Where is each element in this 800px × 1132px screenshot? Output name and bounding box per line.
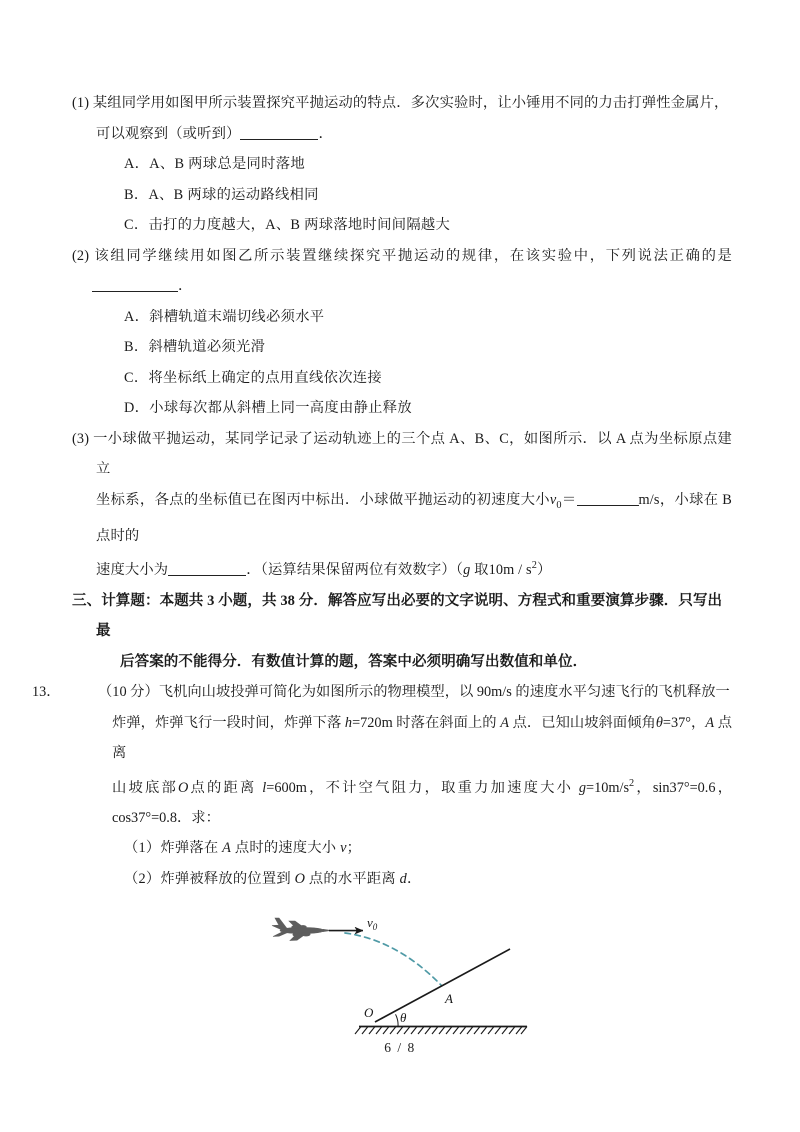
label-v0-main: v bbox=[367, 915, 373, 931]
answer-blank-q3-vb[interactable] bbox=[168, 575, 246, 576]
subitem-label: （2） bbox=[124, 870, 161, 887]
question-3-line-2-unit: m/s，小球在 B 点时的 bbox=[96, 491, 732, 544]
problem-13-subitem-2 bbox=[72, 864, 732, 895]
trajectory-curve bbox=[345, 933, 441, 985]
angle-arc bbox=[396, 1015, 399, 1027]
option-text: A、B 两球总是同时落地 bbox=[149, 156, 305, 172]
symbol-g: g bbox=[463, 562, 471, 579]
subitem-text-c: ； bbox=[346, 840, 362, 857]
p13-l2-c: 点．已知山坡斜面倾角 bbox=[508, 714, 656, 731]
option-q1-c[interactable] bbox=[72, 210, 732, 241]
calculation-section-heading bbox=[72, 586, 732, 678]
option-label: D． bbox=[124, 400, 150, 416]
question-1-line-2 bbox=[72, 119, 732, 150]
question-3-line-3-a: 速度大小为 bbox=[96, 562, 169, 579]
symbol-O: O bbox=[178, 779, 189, 796]
answer-blank-q3-v0[interactable] bbox=[577, 505, 639, 506]
heading-line-1: 三、计算题：本题共 3 小题，共 38 分．解答应写出必要的文字说明、方程式和重要演算步骤．只写出最 bbox=[72, 592, 723, 640]
symbol-g-2: g bbox=[578, 779, 586, 796]
figure-container bbox=[72, 908, 732, 1048]
option-label: B． bbox=[124, 339, 149, 355]
option-label: A． bbox=[124, 156, 150, 172]
question-1-line-2-prefix: 可以观察到（或听到） bbox=[96, 125, 241, 142]
option-text: 斜槽轨道末端切线必须水平 bbox=[149, 308, 325, 325]
symbol-O-sub2: O bbox=[294, 870, 306, 887]
question-3-line-3-c: 取10m / s bbox=[470, 562, 532, 579]
question-2-suffix: ． bbox=[178, 278, 193, 294]
label-point-A: A bbox=[445, 991, 453, 1007]
symbol-theta: θ bbox=[655, 714, 663, 731]
option-q1-a[interactable] bbox=[72, 149, 732, 180]
question-3-line-3 bbox=[72, 551, 732, 585]
option-q2-c[interactable] bbox=[72, 363, 732, 394]
symbol-A-2: A bbox=[705, 714, 715, 731]
option-text: 小球每次都从斜槽上同一高度由静止释放 bbox=[149, 400, 412, 416]
label-v0-subscript: 0 bbox=[372, 922, 378, 933]
option-label: A． bbox=[124, 308, 150, 325]
p13-l2-b: =720m 时落在斜面上的 bbox=[352, 714, 501, 731]
page-footer: 6 / 8 bbox=[384, 1040, 416, 1055]
problem-13-text-1: （10 分）飞机向山坡投弹可简化为如图所示的物理模型，以 90m/s 的速度水平匀速飞行的飞机释放一 bbox=[98, 684, 730, 701]
option-text: 将坐标纸上确定的点用直线依次连接 bbox=[148, 369, 382, 386]
p13-l3-d: =10m/s bbox=[586, 779, 630, 796]
question-3-line-2 bbox=[72, 485, 732, 552]
symbol-l: l bbox=[262, 779, 267, 796]
option-q2-d[interactable] bbox=[72, 393, 732, 424]
symbol-A-sub1: A bbox=[222, 840, 232, 857]
problem-13-subitem-1 bbox=[72, 833, 732, 864]
symbol-A: A bbox=[500, 714, 509, 731]
symbol-v0: v bbox=[549, 491, 557, 508]
question-3-line-3-b: ．（运算结果保留两位有效数字）（ bbox=[246, 562, 464, 579]
subitem-text-b: 点的水平距离 bbox=[305, 870, 400, 887]
question-1-line-1: (1) 某组同学用如图甲所示装置探究平抛运动的特点．多次实验时，让小锤用不同的力击打弹性金属片， bbox=[72, 95, 729, 111]
label-angle-theta: θ bbox=[400, 1010, 407, 1026]
symbol-v-sub1: v bbox=[340, 840, 347, 857]
question-3-line-1: (3) 一小球做平抛运动，某同学记录了运动轨迹上的三个点 A、B、C，如图所示．以 A 点为坐标原点建立 bbox=[72, 430, 732, 477]
label-v0 bbox=[367, 915, 378, 932]
p13-l3-c: =600m，不计空气阻力，取重力加速度大小 bbox=[266, 779, 579, 796]
option-text: 击打的力度越大，A、B 两球落地时间间隔越大 bbox=[148, 217, 451, 233]
hillside-incline bbox=[375, 949, 510, 1022]
answer-blank-q2[interactable] bbox=[92, 291, 178, 292]
option-label: C． bbox=[124, 217, 149, 233]
p13-l2-a: 炸弹，炸弹飞行一段时间，炸弹下落 bbox=[112, 714, 345, 731]
option-q2-b[interactable] bbox=[72, 332, 732, 363]
question-3-line-2-text: 坐标系，各点的坐标值已在图丙中标出．小球做平抛运动的初速度大小 bbox=[96, 491, 550, 508]
heading-line-2: 后答案的不能得分．有数值计算的题，答案中必须明确写出数值和单位． bbox=[120, 653, 588, 670]
problem-13-line-1 bbox=[32, 677, 732, 708]
unit-exponent: 2 bbox=[531, 560, 538, 572]
question-2-prefix: (2) 该组同学继续用如图乙所示装置继续探究平抛运动的规律，在该实验中，下列说法正确的是 bbox=[72, 247, 732, 264]
page-content bbox=[32, 88, 733, 1048]
subitem-text-c: ． bbox=[407, 870, 422, 887]
subitem-label: （1） bbox=[124, 840, 161, 857]
symbol-v0-subscript: 0 bbox=[556, 499, 562, 511]
option-label: C． bbox=[124, 369, 149, 386]
airplane-icon bbox=[272, 918, 331, 941]
option-text: A、B 两球的运动路线相同 bbox=[148, 186, 319, 203]
equals-sign: ＝ bbox=[561, 491, 577, 508]
unit-exponent-2: 2 bbox=[629, 777, 635, 789]
option-q1-b[interactable] bbox=[72, 180, 732, 211]
p13-l2-e: 点离 bbox=[112, 714, 733, 762]
problem-number: 13． bbox=[32, 684, 61, 701]
p13-l3-a: 山坡底部 bbox=[112, 779, 178, 796]
problem-13-line-3 bbox=[72, 769, 732, 834]
question-1-line-2-suffix: ． bbox=[318, 125, 333, 142]
symbol-h: h bbox=[344, 714, 353, 731]
question-2-line-1 bbox=[72, 241, 732, 302]
option-label: B． bbox=[124, 186, 149, 203]
question-3-line-3-d: ） bbox=[537, 562, 552, 579]
subitem-text-a: 炸弹落在 bbox=[160, 840, 223, 857]
option-text: 斜槽轨道必须光滑 bbox=[148, 339, 266, 355]
symbol-d-sub2: d bbox=[399, 870, 408, 887]
label-point-O: O bbox=[364, 1005, 374, 1021]
p13-l2-d: =37°， bbox=[662, 714, 706, 731]
option-q2-a[interactable] bbox=[72, 302, 732, 333]
subitem-text-a: 炸弹被释放的位置到 bbox=[160, 870, 295, 887]
answer-blank-q1[interactable] bbox=[240, 139, 318, 140]
p13-l3-e: ，sin37°=0.6，cos37°=0.8．求： bbox=[112, 779, 733, 826]
problem-13-line-2 bbox=[72, 708, 732, 769]
projectile-hillside-diagram bbox=[267, 908, 537, 1048]
ground-hatching bbox=[355, 1027, 527, 1035]
subitem-text-b: 点时的速度大小 bbox=[231, 840, 341, 857]
p13-l3-b: 点的距离 bbox=[188, 779, 263, 796]
